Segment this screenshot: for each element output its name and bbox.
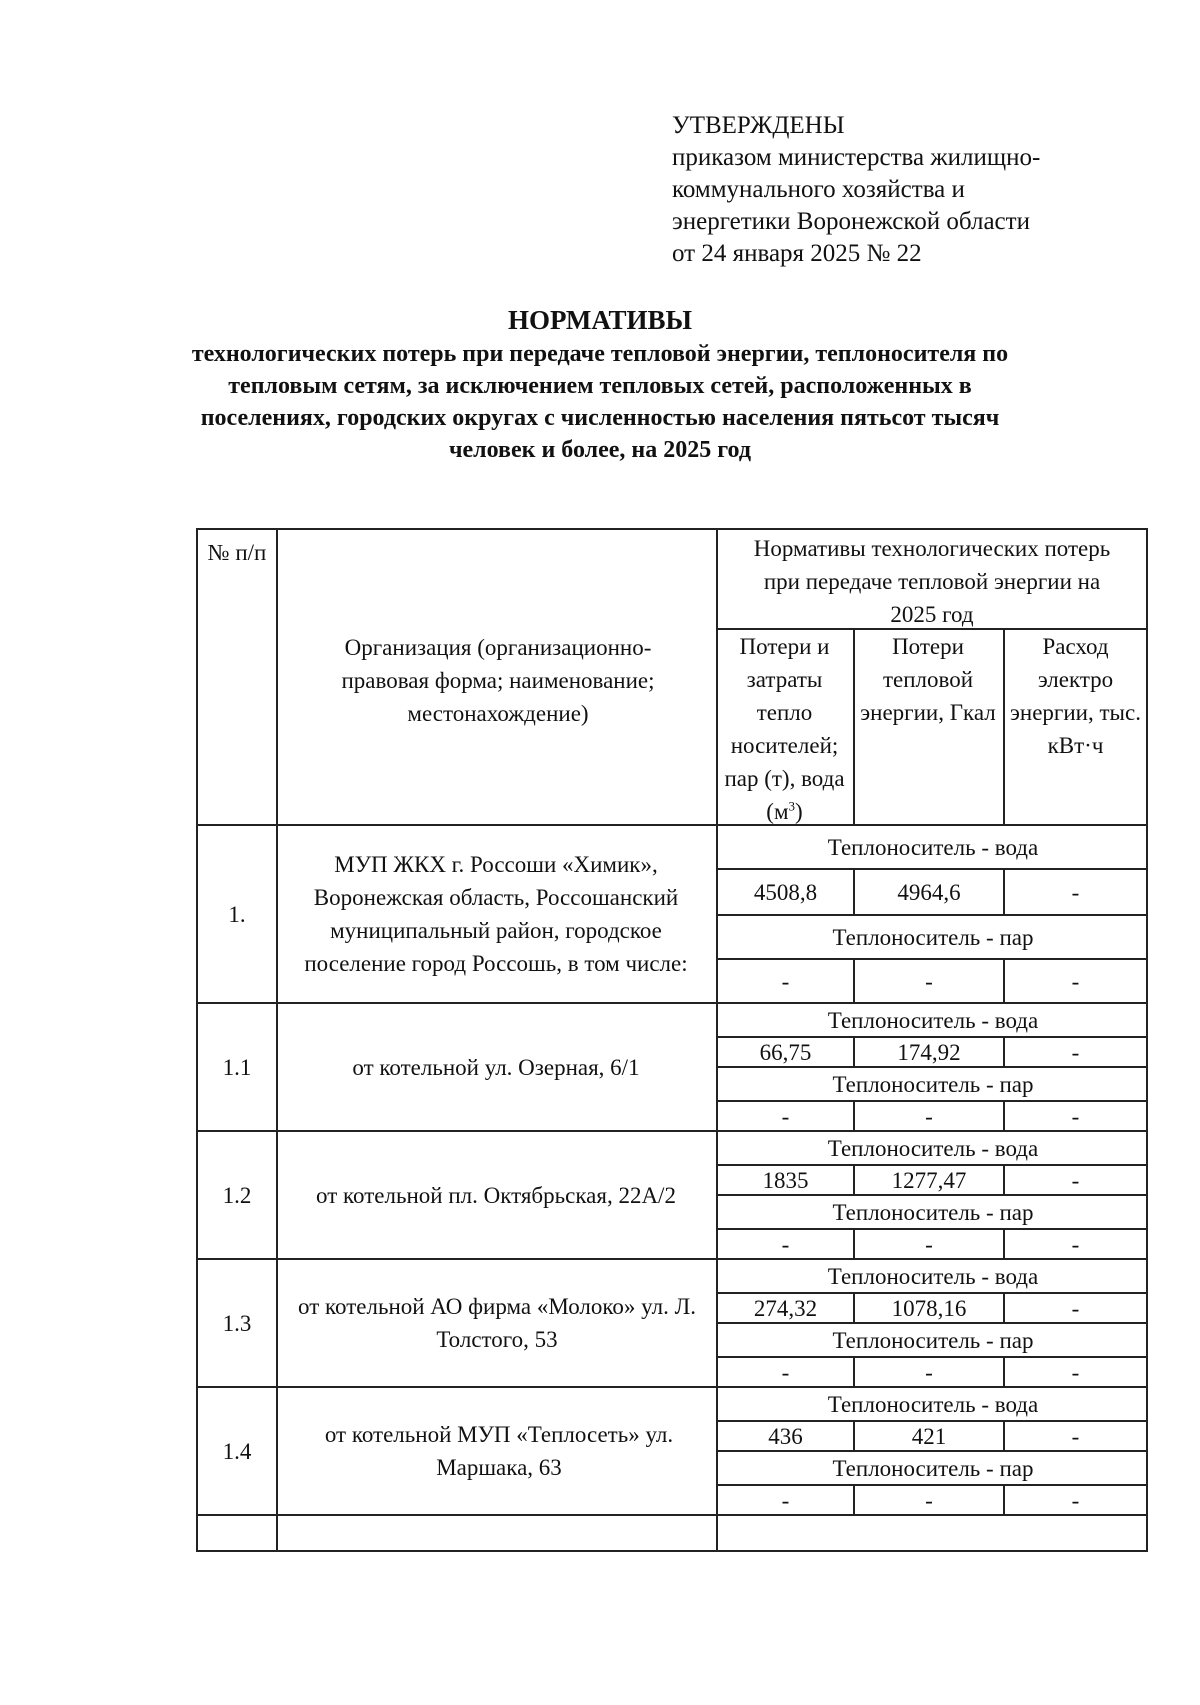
row-number: 1.1	[222, 1054, 252, 1080]
header-coolant-losses: Потери и затраты тепло носителей; пар (т), вода $(м^3)$	[724, 634, 845, 824]
cell-value: -	[1071, 1039, 1080, 1065]
row-organization: от котельной пл. Октябрьская, 22А/2	[316, 1182, 676, 1208]
approval-heading: УТВЕРЖДЕНЫ	[672, 112, 845, 139]
cell-value: 421	[911, 1423, 947, 1449]
cell-value: 274,32	[753, 1295, 818, 1321]
water-label: Теплоноситель - вода	[827, 1391, 1039, 1417]
steam-label: Теплоноситель - пар	[832, 1327, 1034, 1353]
row-organization: МУП ЖКХ г. Россоши «Химик», Воронежская область, Россошанский муниципальный район, городское поселение город Россошь, в том числе:	[304, 852, 688, 976]
water-label: Теплоноситель - вода	[827, 1007, 1039, 1033]
approval-block	[672, 110, 1172, 270]
approval-line: приказом министерства жилищно-	[672, 144, 1041, 171]
header-norms: Нормативы технологических потерь при передаче тепловой энергии на 2025 год	[753, 536, 1111, 627]
row-number: 1.4	[222, 1438, 252, 1464]
cell-value: -	[781, 1231, 790, 1257]
header-organization: Организация (организационно-правовая форма; наименование; местонахождение)	[341, 634, 655, 726]
cell-value: 1078,16	[891, 1295, 967, 1321]
cell-value: -	[1071, 1167, 1080, 1193]
row-number: 1.	[228, 901, 246, 927]
document-title: НОРМАТИВЫ	[507, 305, 693, 335]
cell-value: -	[1071, 1295, 1080, 1321]
row-organization: от котельной МУП «Теплосеть» ул. Маршака, 63	[324, 1422, 674, 1480]
cell-value: -	[1071, 879, 1080, 905]
approval-line: коммунального хозяйства и	[672, 176, 965, 203]
water-label: Теплоноситель - вода	[827, 834, 1039, 860]
approval-date: от 24 января 2025 № 22	[672, 240, 922, 267]
cell-value: 436	[768, 1423, 803, 1449]
water-label: Теплоноситель - вода	[827, 1135, 1039, 1161]
cell-value: -	[925, 1359, 933, 1385]
document-subtitle: технологических потерь при передаче тепловой энергии, теплоносителя по тепловым сетям, за исключением тепловых сетей, расположенных в поселениях, городских округах с численностью населения пятьсот тысяч человек и более, на 2025 год	[191, 341, 1009, 463]
cell-value: -	[925, 968, 933, 994]
cell-value: -	[781, 1103, 790, 1129]
water-label: Теплоноситель - вода	[827, 1263, 1039, 1289]
approval-line: энергетики Воронежской области	[672, 208, 1030, 235]
header-number: № п/п	[207, 540, 267, 565]
row-number: 1.3	[222, 1310, 252, 1336]
cell-value: -	[1071, 1487, 1080, 1513]
cell-value: 4964,6	[897, 879, 961, 905]
cell-value: 1277,47	[891, 1167, 967, 1193]
row-number: 1.2	[222, 1182, 252, 1208]
steam-label: Теплоноситель - пар	[832, 924, 1034, 950]
cell-value: -	[925, 1487, 933, 1513]
grid-line	[276, 530, 278, 1552]
row-organization: от котельной ул. Озерная, 6/1	[352, 1054, 640, 1080]
header-heat-losses: Потери тепловой энергии, Гкал	[860, 634, 996, 725]
cell-value: -	[1071, 1359, 1080, 1385]
cell-value: -	[925, 1103, 933, 1129]
cell-value: 66,75	[759, 1039, 812, 1065]
cell-value: -	[781, 1359, 790, 1385]
cell-value: -	[1071, 1231, 1080, 1257]
steam-label: Теплоноситель - пар	[832, 1455, 1034, 1481]
cell-value: -	[1071, 1103, 1080, 1129]
cell-value: -	[781, 1487, 790, 1513]
cell-value: -	[925, 1231, 933, 1257]
row-organization: от котельной АО фирма «Молоко» ул. Л. Толстого, 53	[298, 1294, 696, 1352]
cell-value: 174,92	[897, 1039, 961, 1065]
cell-value: -	[1071, 1423, 1080, 1449]
steam-label: Теплоноситель - пар	[832, 1071, 1034, 1097]
cell-value: -	[781, 968, 790, 994]
grid-line	[198, 1514, 1148, 1516]
header-electricity: Расход электро энергии, тыс. кВт·ч	[1010, 634, 1141, 758]
cell-value: -	[1071, 968, 1080, 994]
steam-label: Теплоноситель - пар	[832, 1199, 1034, 1225]
cell-value: 1835	[762, 1167, 809, 1193]
norms-table	[196, 528, 1148, 1552]
cell-value: 4508,8	[753, 879, 818, 905]
